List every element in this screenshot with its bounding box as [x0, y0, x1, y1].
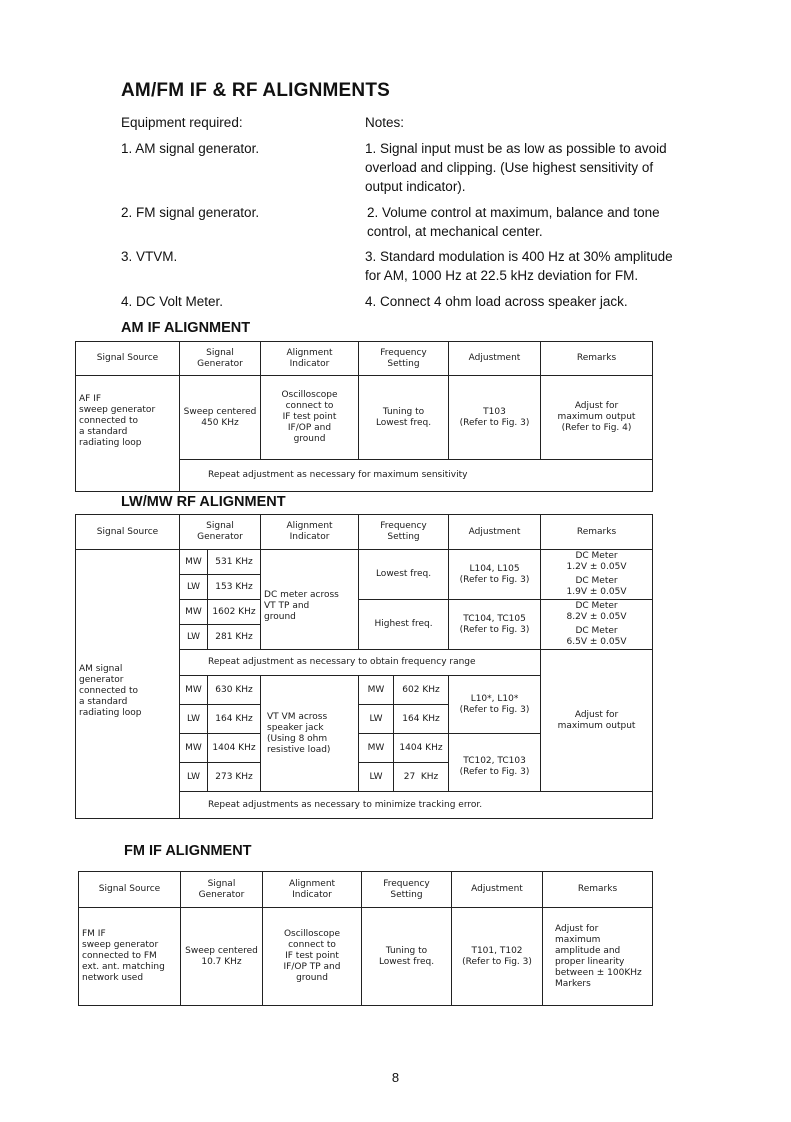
lwmw-p2-setting-freq: 27 KHz [394, 763, 449, 792]
am-if-adjustment: T103 (Refer to Fig. 3) [449, 376, 541, 460]
lwmw-p1-adj-low: L104, L105 (Refer to Fig. 3) [449, 550, 541, 600]
equipment-item-3: 3. VTVM. [121, 249, 178, 264]
lwmw-p2-setting-band: LW [359, 763, 394, 792]
equipment-item-2: 2. FM signal generator. [121, 205, 260, 220]
am-if-remarks: Adjust for maximum output (Refer to Fig. 4) [541, 376, 653, 460]
lwmw-p1-band: MW [180, 600, 208, 625]
header-remarks: Remarks [543, 872, 653, 908]
header-alignment-indicator: Alignment Indicator [261, 342, 359, 376]
lwmw-p2-band: MW [180, 676, 208, 705]
lwmw-p2-setting-band: LW [359, 705, 394, 734]
notes-heading: Notes: [365, 115, 405, 130]
fm-if-signal-generator: Sweep centered 10.7 KHz [181, 908, 263, 1006]
lwmw-p1-freq: 1602 KHz [208, 600, 261, 625]
header-signal-source: Signal Source [76, 515, 180, 550]
lwmw-p1-remark: DC Meter 8.2V ± 0.05V [541, 600, 653, 625]
lwmw-p1-freq-low: Lowest freq. [359, 550, 449, 600]
header-frequency-setting: Frequency Setting [359, 342, 449, 376]
lwmw-p2-setting-freq: 164 KHz [394, 705, 449, 734]
page-title: AM/FM IF & RF ALIGNMENTS [121, 80, 391, 101]
lwmw-p1-alignment-indicator: DC meter across VT TP and ground [261, 550, 359, 650]
fm-if-section-title: FM IF ALIGNMENT [124, 843, 252, 859]
note-1: 1. Signal input must be as low as possible to avoid overload and clipping. (Use highest sensitivity of output indicator). [365, 141, 667, 194]
header-adjustment: Adjustment [449, 515, 541, 550]
lwmw-p1-adj-high: TC104, TC105 (Refer to Fig. 3) [449, 600, 541, 650]
lwmw-p1-repeat-note: Repeat adjustment as necessary to obtain frequency range [180, 650, 541, 676]
lwmw-p2-remarks: Adjust for maximum output [541, 650, 653, 792]
lwmw-p2-freq: 164 KHz [208, 705, 261, 734]
note-4: 4. Connect 4 ohm load across speaker jack. [365, 294, 628, 309]
lwmw-p2-setting-band: MW [359, 676, 394, 705]
equipment-item-1: 1. AM signal generator. [121, 141, 260, 156]
header-frequency-setting: Frequency Setting [362, 872, 452, 908]
page-number: 8 [391, 1070, 400, 1085]
equipment-item-4: 4. DC Volt Meter. [121, 294, 224, 309]
fm-if-remarks: Adjust for maximum amplitude and proper linearity between ± 100KHz Markers [543, 908, 653, 1006]
lwmw-p2-adj-b: TC102, TC103 (Refer to Fig. 3) [449, 734, 541, 792]
lwmw-signal-source: AM signal generator connected to a standard radiating loop [76, 550, 180, 819]
lwmw-p2-freq: 630 KHz [208, 676, 261, 705]
fm-if-alignment-indicator: Oscilloscope connect to IF test point IF/OP TP and ground [263, 908, 362, 1006]
header-adjustment: Adjustment [449, 342, 541, 376]
lwmw-p1-band: LW [180, 625, 208, 650]
am-if-frequency-setting: Tuning to Lowest freq. [359, 376, 449, 460]
am-if-table [75, 341, 653, 492]
lwmw-p2-setting-band: MW [359, 734, 394, 763]
lwmw-p1-freq: 281 KHz [208, 625, 261, 650]
header-alignment-indicator: Alignment Indicator [261, 515, 359, 550]
header-remarks: Remarks [541, 342, 653, 376]
fm-if-frequency-setting: Tuning to Lowest freq. [362, 908, 452, 1006]
lwmw-p1-remark: DC Meter 1.2V ± 0.05V [541, 550, 653, 575]
equipment-heading: Equipment required: [121, 115, 243, 130]
header-signal-source: Signal Source [79, 872, 181, 908]
note-3: 3. Standard modulation is 400 Hz at 30% amplitude for AM, 1000 Hz at 22.5 kHz deviation for FM. [365, 249, 673, 283]
header-adjustment: Adjustment [452, 872, 543, 908]
fm-if-table [78, 871, 653, 1006]
lwmw-p2-repeat-note: Repeat adjustments as necessary to minimize tracking error. [180, 792, 653, 819]
lwmw-p1-freq: 153 KHz [208, 575, 261, 600]
am-if-alignment-indicator: Oscilloscope connect to IF test point IF/OP and ground [261, 376, 359, 460]
lwmw-p1-remark: DC Meter 6.5V ± 0.05V [541, 625, 653, 650]
lwmw-p1-band: LW [180, 575, 208, 600]
am-if-repeat-note: Repeat adjustment as necessary for maximum sensitivity [180, 460, 653, 492]
header-signal-source: Signal Source [76, 342, 180, 376]
am-if-signal-generator: Sweep centered 450 KHz [180, 376, 261, 460]
lwmw-rf-table [75, 514, 653, 819]
lwmw-p1-remark: DC Meter 1.9V ± 0.05V [541, 575, 653, 600]
am-if-section-title: AM IF ALIGNMENT [121, 320, 251, 336]
lwmw-p2-setting-freq: 1404 KHz [394, 734, 449, 763]
lwmw-p2-band: LW [180, 763, 208, 792]
lwmw-rf-section-title: LW/MW RF ALIGNMENT [121, 494, 286, 510]
lwmw-p2-setting-freq: 602 KHz [394, 676, 449, 705]
header-signal-generator: Signal Generator [180, 342, 261, 376]
lwmw-p2-alignment-indicator: VT VM across speaker jack (Using 8 ohm resistive load) [261, 676, 359, 792]
lwmw-p2-adj-a: L10*, L10* (Refer to Fig. 3) [449, 676, 541, 734]
lwmw-p2-freq: 273 KHz [208, 763, 261, 792]
lwmw-p1-freq: 531 KHz [208, 550, 261, 575]
lwmw-p2-band: MW [180, 734, 208, 763]
header-signal-generator: Signal Generator [180, 515, 261, 550]
lwmw-p2-freq: 1404 KHz [208, 734, 261, 763]
header-alignment-indicator: Alignment Indicator [263, 872, 362, 908]
lwmw-p1-band: MW [180, 550, 208, 575]
fm-if-adjustment: T101, T102 (Refer to Fig. 3) [452, 908, 543, 1006]
header-frequency-setting: Frequency Setting [359, 515, 449, 550]
note-2: 2. Volume control at maximum, balance and tone control, at mechanical center. [367, 205, 660, 239]
lwmw-p1-freq-high: Highest freq. [359, 600, 449, 650]
am-if-signal-source: AF IF sweep generator connected to a standard radiating loop [76, 376, 180, 492]
fm-if-signal-source: FM IF sweep generator connected to FM ext. ant. matching network used [79, 908, 181, 1006]
header-signal-generator: Signal Generator [181, 872, 263, 908]
lwmw-p2-band: LW [180, 705, 208, 734]
header-remarks: Remarks [541, 515, 653, 550]
